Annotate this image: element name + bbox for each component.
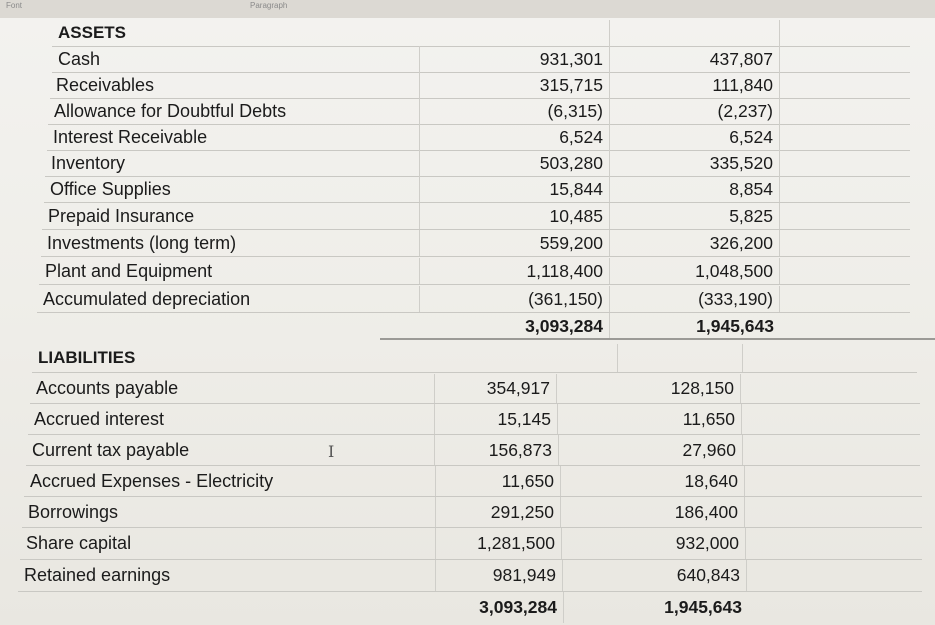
font-group-label: Font [6, 1, 23, 10]
assets-total-row [36, 313, 910, 339]
prior-value: 18,640 [561, 466, 745, 496]
row-label: Share capital [20, 528, 436, 559]
current-value: 315,715 [420, 72, 610, 98]
table-row [42, 203, 910, 230]
total-label-cell [16, 592, 436, 623]
row-label: Plant and Equipment [39, 258, 420, 284]
liabilities-total-current: 3,093,284 [436, 592, 564, 623]
total-label-cell [36, 313, 420, 339]
row-label: Accrued Expenses - Electricity [24, 466, 436, 496]
table-row [20, 528, 922, 560]
row-label: Allowance for Doubtful Debts [48, 98, 420, 124]
assets-header: ASSETS [58, 23, 127, 42]
assets-total-prior: 1,945,643 [696, 316, 774, 336]
current-value: (6,315) [420, 98, 610, 124]
text-cursor-icon: I [328, 442, 335, 461]
table-row [44, 176, 910, 203]
table-divider [380, 338, 935, 340]
liabilities-header-row [32, 344, 917, 373]
prior-value: 27,960 [559, 435, 743, 465]
liab-header-prior-cell [618, 344, 743, 372]
prior-value: 111,840 [610, 72, 780, 98]
table-row [41, 230, 910, 257]
table-row [52, 46, 910, 73]
current-value: 931,301 [420, 46, 610, 72]
current-value: 15,844 [420, 176, 610, 202]
row-label: Receivables [50, 72, 420, 98]
prior-value: 6,524 [610, 124, 780, 150]
prior-value: 5,825 [610, 203, 780, 229]
document-page [0, 18, 935, 625]
prior-value: (2,237) [610, 98, 780, 124]
table-row [45, 150, 910, 177]
row-label: Cash [52, 46, 420, 72]
row-label: Accrued interest [28, 404, 435, 434]
current-value: 1,281,500 [436, 528, 562, 559]
current-value: 15,145 [435, 404, 558, 434]
ribbon-strip [0, 0, 935, 18]
current-value: 10,485 [420, 203, 610, 229]
current-value: (361,150) [420, 286, 610, 312]
liabilities-header: LIABILITIES [38, 348, 136, 367]
paragraph-group-label: Paragraph [250, 1, 288, 10]
current-value: 6,524 [420, 124, 610, 150]
liab-header-current-cell [432, 344, 618, 372]
table-row [22, 497, 922, 528]
row-label: Prepaid Insurance [42, 203, 420, 229]
table-row [28, 404, 920, 435]
prior-value: 128,150 [557, 374, 741, 403]
prior-value: 8,854 [610, 176, 780, 202]
prior-value: (333,190) [610, 286, 780, 312]
current-value: 981,949 [436, 560, 563, 591]
table-row [37, 286, 910, 313]
row-label: Current tax payable [26, 435, 435, 465]
assets-total-current: 3,093,284 [420, 313, 610, 339]
current-value: 559,200 [420, 230, 610, 256]
current-value: 1,118,400 [420, 258, 610, 284]
prior-value: 11,650 [558, 404, 742, 434]
table-row [48, 98, 910, 125]
row-label: Accumulated depreciation [37, 286, 420, 312]
liabilities-total-prior: 1,945,643 [664, 597, 742, 617]
row-label: Investments (long term) [41, 230, 420, 256]
row-label: Inventory [45, 150, 420, 176]
assets-header-prior-cell [610, 20, 780, 46]
table-row [47, 124, 910, 151]
table-row [26, 435, 920, 466]
table-row [30, 374, 920, 404]
liabilities-total-row [16, 592, 922, 623]
prior-value: 640,843 [563, 560, 747, 591]
current-value: 11,650 [436, 466, 561, 496]
table-row [39, 258, 910, 285]
current-value: 503,280 [420, 150, 610, 176]
prior-value: 326,200 [610, 230, 780, 256]
table-row [18, 560, 922, 592]
current-value: 156,873 [435, 435, 559, 465]
row-label: Borrowings [22, 497, 436, 527]
row-label: Office Supplies [44, 176, 420, 202]
prior-value: 437,807 [610, 46, 780, 72]
prior-value: 932,000 [562, 528, 746, 559]
table-row [24, 466, 922, 497]
prior-value: 186,400 [561, 497, 745, 527]
row-label: Accounts payable [30, 374, 435, 403]
prior-value: 335,520 [610, 150, 780, 176]
prior-value: 1,048,500 [610, 258, 780, 284]
row-label: Interest Receivable [47, 124, 420, 150]
assets-header-current-cell [420, 20, 610, 46]
row-label: Retained earnings [18, 560, 436, 591]
assets-header-row [52, 20, 910, 47]
current-value: 291,250 [436, 497, 561, 527]
current-value: 354,917 [435, 374, 557, 403]
table-row [50, 72, 910, 99]
